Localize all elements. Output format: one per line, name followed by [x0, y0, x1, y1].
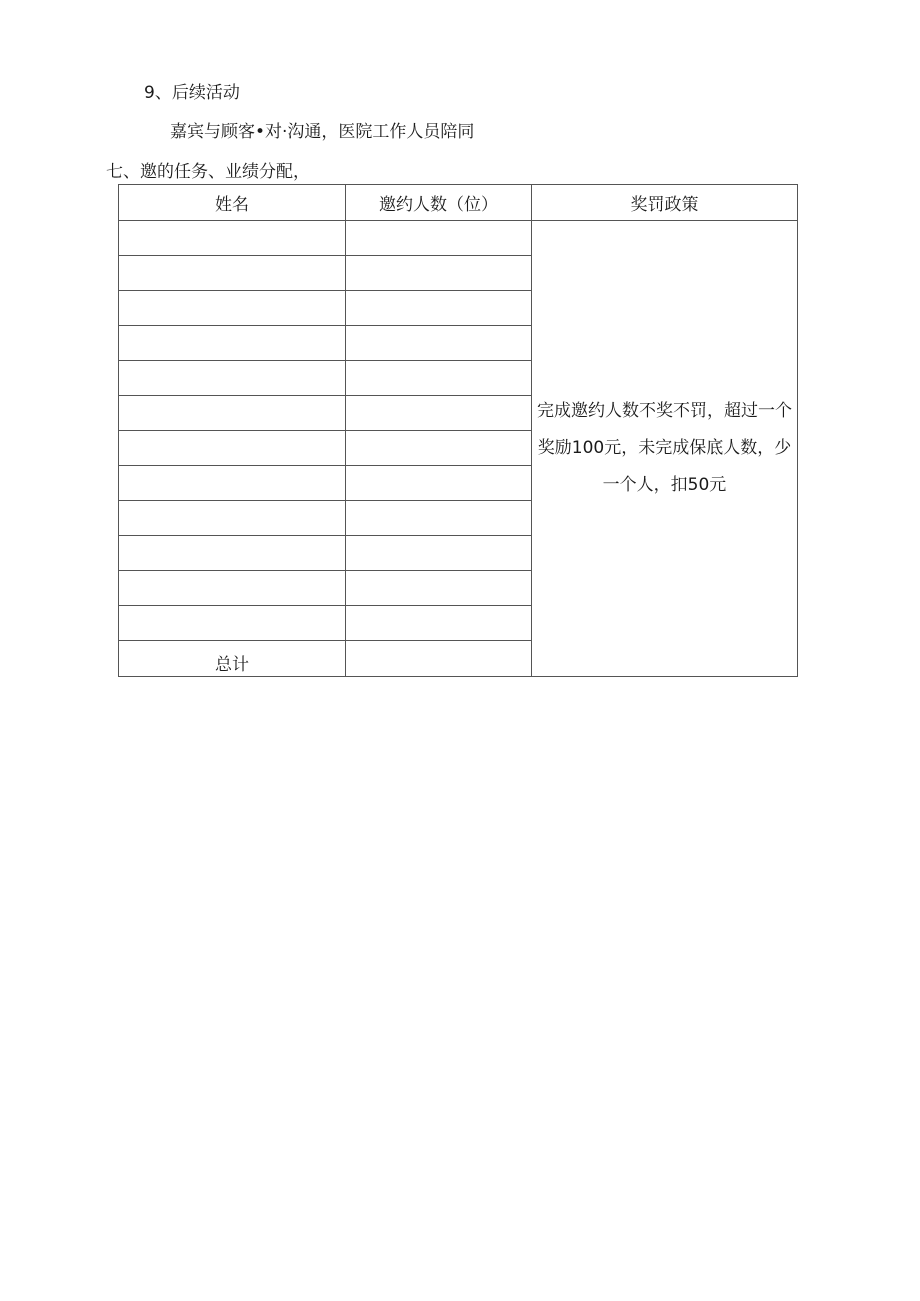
invite-count-cell[interactable]	[346, 361, 532, 396]
name-cell[interactable]	[119, 361, 346, 396]
invite-count-cell[interactable]	[346, 221, 532, 256]
name-cell[interactable]	[119, 536, 346, 571]
total-label: 总计	[119, 641, 346, 677]
name-cell[interactable]	[119, 466, 346, 501]
invite-count-cell[interactable]	[346, 396, 532, 431]
invite-count-cell[interactable]	[346, 256, 532, 291]
name-cell[interactable]	[119, 326, 346, 361]
name-cell[interactable]	[119, 396, 346, 431]
reward-policy-cell: 完成邀约人数不奖不罚，超过一个奖励100元，未完成保底人数，少一个人，扣50元	[532, 221, 798, 677]
invite-count-cell[interactable]	[346, 466, 532, 501]
name-cell[interactable]	[119, 291, 346, 326]
header-invite-count: 邀约人数（位）	[346, 185, 532, 221]
section-7-heading: 七、邀的任务、业绩分配，	[106, 162, 310, 182]
header-reward-policy: 奖罚政策	[532, 185, 798, 221]
invite-count-cell[interactable]	[346, 326, 532, 361]
task-allocation-table	[118, 184, 798, 677]
name-cell[interactable]	[119, 571, 346, 606]
section-item-description: 嘉宾与顾客•对·沟通，医院工作人员陪同	[170, 122, 475, 142]
invite-count-cell[interactable]	[346, 536, 532, 571]
section-item-9: 9、后续活动	[144, 83, 240, 103]
invite-count-cell[interactable]	[346, 291, 532, 326]
table-row	[119, 221, 798, 256]
invite-count-cell[interactable]	[346, 571, 532, 606]
invite-count-cell[interactable]	[346, 501, 532, 536]
name-cell[interactable]	[119, 606, 346, 641]
name-cell[interactable]	[119, 431, 346, 466]
total-count-cell[interactable]	[346, 641, 532, 677]
invite-count-cell[interactable]	[346, 606, 532, 641]
name-cell[interactable]	[119, 221, 346, 256]
invite-count-cell[interactable]	[346, 431, 532, 466]
name-cell[interactable]	[119, 501, 346, 536]
table-header-row	[119, 185, 798, 221]
name-cell[interactable]	[119, 256, 346, 291]
header-name: 姓名	[119, 185, 346, 221]
